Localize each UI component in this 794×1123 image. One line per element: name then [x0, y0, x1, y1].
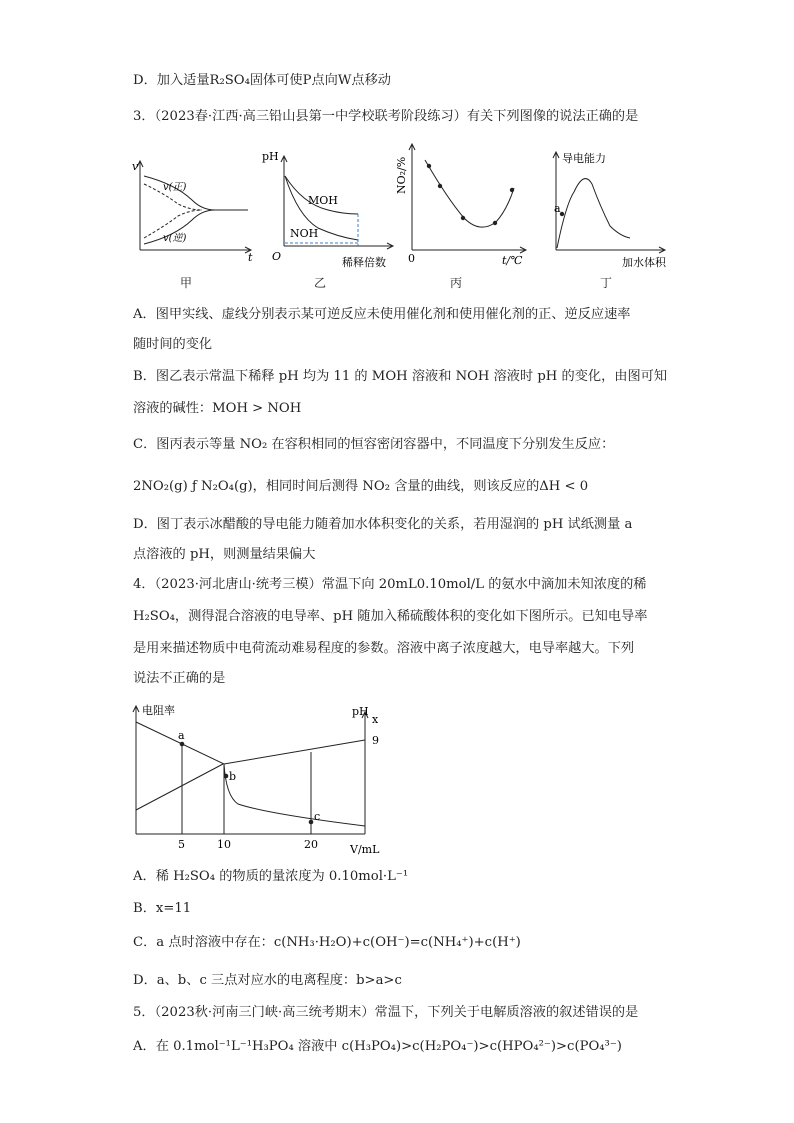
q4-stem-line2: H₂SO₄，测得混合溶液的电导率、pH 随加入稀硫酸体积的变化如下图所示。已知电导率 [133, 609, 648, 624]
svg-text:NO₂/%: NO₂/% [395, 156, 408, 194]
x-tick-5: 5 [178, 838, 185, 851]
svg-text:加水体积: 加水体积 [622, 256, 666, 269]
q4-stem-line3: 是用来描述物质中电荷流动难易程度的参数。溶液中离子浓度越大，电导率越大。下列 [133, 641, 635, 656]
label-b: b [229, 770, 237, 783]
point-a [180, 742, 185, 747]
svg-text:导电能力: 导电能力 [562, 152, 606, 165]
svg-text:t/℃: t/℃ [502, 254, 523, 266]
caption-jia: 甲 [180, 276, 193, 290]
x-axis-label: V/mL [350, 843, 380, 856]
q3-option-b-line2: 溶液的碱性：MOH > NOH [133, 401, 302, 416]
svg-text:0: 0 [408, 252, 415, 265]
svg-text:MOH: MOH [308, 194, 338, 207]
q4-option-d: D．a、b、c 三点对应水的电离程度：b>a>c [133, 973, 402, 988]
x-tick-20: 20 [304, 838, 318, 851]
figure-jia [130, 150, 260, 262]
ph-line-left [136, 764, 223, 810]
caption-ding: 丁 [600, 276, 613, 290]
x-tick-10: 10 [217, 838, 231, 851]
caption-yi: 乙 [314, 276, 327, 290]
svg-text:t: t [248, 251, 253, 262]
label-c: c [314, 810, 321, 823]
point-c [309, 820, 314, 825]
q3-option-a-line1: A．图甲实线、虚线分别表示某可逆反应未使用催化剂和使用催化剂的正、逆反应速率 [133, 307, 631, 322]
svg-text:v: v [132, 160, 139, 173]
v-reverse-label: v(逆) [163, 233, 187, 244]
q4-option-b: B．x=11 [133, 901, 192, 916]
svg-text:NOH: NOH [290, 227, 319, 240]
point-a-label: a [554, 202, 561, 215]
q5-stem: 5．（2023秋·河南三门峡·高三统考期末）常温下，下列关于电解质溶液的叙述错误的是 [133, 1005, 639, 1020]
q4-option-a: A．稀 H₂SO₄ 的物质的量浓度为 0.10mol·L⁻¹ [133, 869, 409, 884]
q3-option-a-line2: 随时间的变化 [133, 337, 213, 352]
caption-bing: 丙 [450, 276, 463, 290]
q4-stem-line1: 4．（2023·河北唐山·统考三模）常温下向 20mL0.10mol/L 的氨水中滴加未知浓度的稀 [133, 577, 647, 592]
q3-stem: 3．（2023春·江西·高三铅山县第一中学校联考阶段练习）有关下列图像的说法正确的是 [133, 109, 639, 124]
resistivity-line-right [224, 740, 365, 764]
figure-ding [540, 144, 670, 272]
figure-yi [258, 144, 403, 272]
q3-option-c-line1: C．图丙表示等量 NO₂ 在容积相同的恒容密闭容器中，不同温度下分别发生反应： [133, 437, 615, 452]
svg-text:O: O [272, 250, 282, 263]
label-a: a [178, 729, 185, 742]
q4-option-c: C．a 点时溶液中存在：c(NH₃·H₂O)+c(OH⁻)=c(NH₄⁺)+c(H⁺) [133, 935, 521, 950]
figure-bing [392, 138, 532, 266]
q3-option-c-line2: 2NO₂(g) ƒ N₂O₄(g)，相同时间后测得 NO₂ 含量的曲线，则该反应的ΔH < 0 [133, 479, 589, 494]
q3-option-d-line2: 点溶液的 pH，则测量结果偏大 [133, 547, 316, 562]
q3-option-b-line1: B．图乙表示常温下稀释 pH 均为 11 的 MOH 溶液和 NOH 溶液时 pH 的变化，由图可知 [133, 369, 668, 384]
v-forward-label: v(正) [163, 182, 187, 193]
q2-option-d: D．加入适量R₂SO₄固体可使P点向W点移动 [133, 73, 391, 88]
q4-chart [128, 696, 398, 858]
y-right-label: pH [352, 705, 369, 718]
svg-text:稀释倍数: 稀释倍数 [342, 256, 386, 269]
q4-stem-line4: 说法不正确的是 [133, 671, 226, 686]
q5-option-a: A．在 0.1mol⁻¹L⁻¹H₃PO₄ 溶液中 c(H₃PO₄)>c(H₂PO₄⁻)>c(HPO₄²⁻)>c(PO₄³⁻) [133, 1039, 622, 1054]
svg-text:pH: pH [262, 150, 279, 163]
right-mark-x: x [372, 713, 379, 726]
y-left-label: 电阻率 [142, 704, 175, 717]
right-mark-9: 9 [372, 734, 379, 747]
q3-option-d-line1: D．图丁表示冰醋酸的导电能力随着加水体积变化的关系，若用湿润的 pH 试纸测量 a [133, 517, 633, 532]
point-b [224, 774, 229, 779]
ph-curve-right [224, 764, 365, 826]
